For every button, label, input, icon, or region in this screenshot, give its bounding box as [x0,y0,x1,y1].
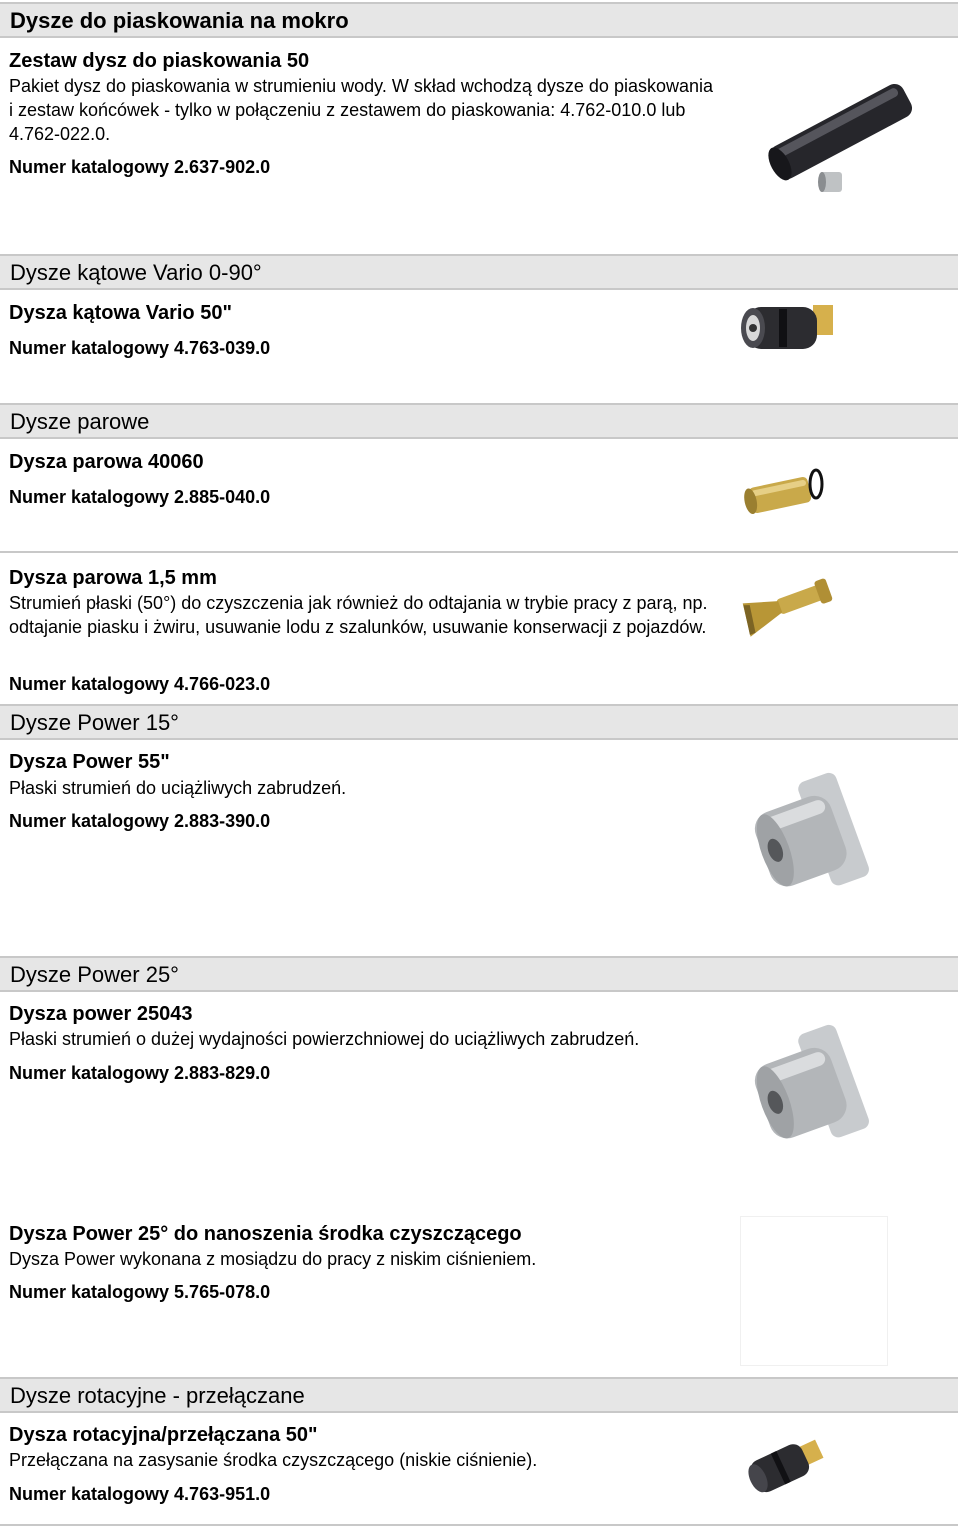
section-header-vario: Dysze kątowe Vario 0-90° [0,254,958,290]
catalog-number: Numer katalogowy 5.765-078.0 [9,1282,271,1302]
section-header-rotary: Dysze rotacyjne - przełączane [0,1377,958,1413]
product-title: Dysza kątowa Vario 50" [9,302,232,324]
product-title: Dysza power 25043 [9,1003,193,1025]
product-title: Dysza Power 55" [9,751,170,773]
section-header-sandblasting: Dysze do piaskowania na mokro [0,2,958,38]
empty-product-image [740,1216,888,1366]
vario-nozzle-image [735,295,840,370]
flat-steam-nozzle-image [738,570,838,640]
product-title: Dysza parowa 1,5 mm [9,567,217,589]
catalog-number: Numer katalogowy 2.885-040.0 [9,487,271,507]
catalog-number: Numer katalogowy 4.763-951.0 [9,1484,271,1504]
product-description: Dysza Power wykonana z mosiądzu do pracy z niskim ciśnieniem. [9,1249,537,1269]
sandblast-nozzle-image [750,60,940,210]
separator [0,551,958,553]
rotary-nozzle-image [742,1432,832,1502]
product-title: Dysza rotacyjna/przełączana 50" [9,1424,318,1446]
section-header-power25: Dysze Power 25° [0,956,958,992]
steam-nozzle-image [740,460,840,520]
product-description: Przełączana na zasysanie środka czyszczącego (niskie ciśnienie). [9,1450,538,1470]
section-header-power15: Dysze Power 15° [0,704,958,740]
section-header-steam: Dysze parowe [0,403,958,439]
product-description: Strumień płaski (50°) do czyszczenia jak również do odtajania w trybie pracy z parą, np. odtajanie piasku i żwiru, usuwanie lodu z szalunków, usuwanie konserwacji z pojazdów. [9,593,708,637]
product-title: Dysza parowa 40060 [9,451,204,473]
product-description: Płaski strumień o dużej wydajności powierzchniowej do uciążliwych zabrudzeń. [9,1029,640,1049]
product-description: Pakiet dysz do piaskowania w strumieniu wody. W skład wchodzą dysze do piaskowania i zestaw końcówek - tylko w połączeniu z zestawem do piaskowania: 4.762-010.0 lub 4.762-022.0. [9,76,714,144]
power-nozzle-image [745,1014,880,1164]
catalog-number: Numer katalogowy 4.766-023.0 [9,674,271,694]
catalog-number: Numer katalogowy 4.763-039.0 [9,338,271,358]
product-title: Zestaw dysz do piaskowania 50 [9,50,310,72]
product-title: Dysza Power 25° do nanoszenia środka czyszczącego [9,1223,522,1245]
bottom-rule [0,1524,958,1526]
power-nozzle-image [745,762,880,912]
catalog-number: Numer katalogowy 2.637-902.0 [9,157,271,177]
catalog-number: Numer katalogowy 2.883-829.0 [9,1063,271,1083]
catalog-number: Numer katalogowy 2.883-390.0 [9,811,271,831]
product-description: Płaski strumień do uciążliwych zabrudzeń. [9,778,347,798]
